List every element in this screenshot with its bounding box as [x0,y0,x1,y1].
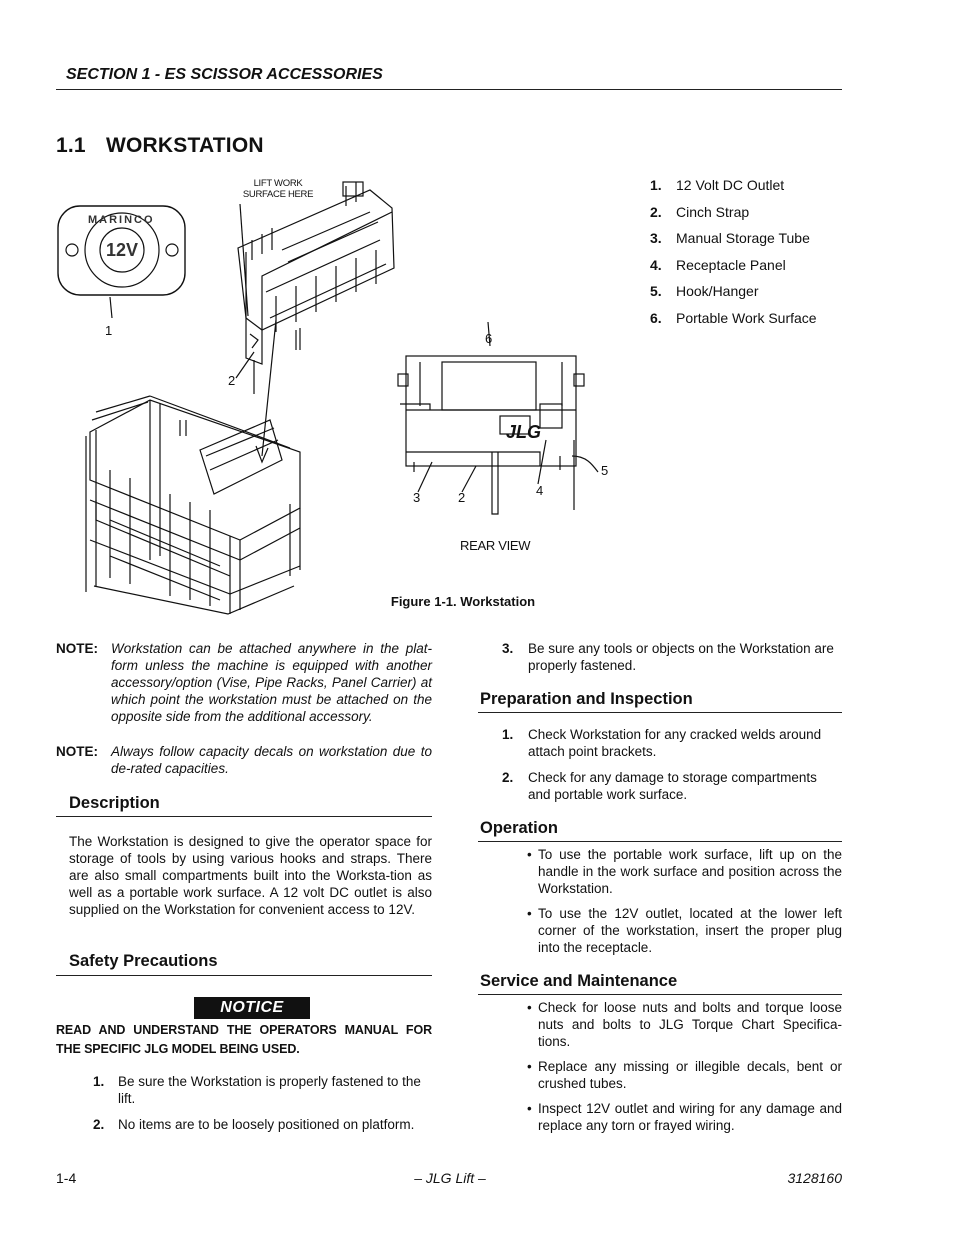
note-tag: NOTE: [56,641,98,656]
safety-step-1: 1. Be sure the Workstation is properly fastened to the lift. [93,1074,421,1106]
footer-doc-number: 3128160 [787,1170,842,1186]
lift-label-line2: SURFACE HERE [242,189,314,200]
operation-bullet-2: • To use the 12V outlet, located at the lower left corner of the workstation, insert the proper plug into the receptacle. [527,906,842,955]
outlet-brand: MARINCO [88,214,155,226]
bullet-dot: • [527,906,532,921]
prep-step-1: 1. Check Workstation for any cracked welds around attach point brackets. [502,727,822,759]
safety-heading: Safety Precautions [69,952,218,970]
legend-item: 3. Manual Storage Tube [650,230,810,246]
outlet-voltage: 12V [106,240,139,260]
title-text: WORKSTATION [106,134,264,157]
service-bullet-2: • Replace any missing or illegible decals, bent or crushed tubes. [527,1059,842,1091]
callout-2-rear: 2 [458,490,466,505]
section-header: SECTION 1 - ES SCISSOR ACCESSORIES [66,66,383,83]
lift-label [230,178,326,200]
legend-item: 5. Hook/Hanger [650,283,759,299]
footer-center: – JLG Lift – [414,1170,486,1186]
notice-text: READ AND UNDERSTAND THE OPERATORS MANUAL FOR THE SPECIFIC JLG MODEL BEING USED. [56,1023,432,1056]
mount-arrow-line [262,320,276,456]
safety-step-2: 2. No items are to be loosely positioned on platform. [93,1117,415,1132]
rear-logo: JLG [506,422,542,442]
safety-step-3: 3. Be sure any tools or objects on the Workstation are properly fastened. [502,641,834,673]
outlet-screw-right [166,244,178,256]
note-1 [56,640,432,725]
footer-page-number: 1-4 [56,1170,77,1186]
prep-heading: Preparation and Inspection [480,690,693,708]
service-rule [478,994,842,995]
rear-view-label: REAR VIEW [460,538,531,553]
service-bullet-3: • Inspect 12V outlet and wiring for any damage and replace any torn or frayed wiring. [527,1101,842,1133]
title-number: 1.1 [56,134,86,157]
note-body: Always follow capacity decals on workstation due to de-rated capacities. [111,744,432,776]
platform-drawing [86,396,300,614]
callout-3: 3 [413,490,421,505]
operation-heading: Operation [480,819,558,837]
rear-view-drawing [398,322,598,514]
prep-step-2: 2. Check for any damage to storage compartments and portable work surface. [502,770,817,802]
operation-rule [478,841,842,842]
notice-badge: NOTICE [194,997,310,1019]
figure-caption: Figure 1-1. Workstation [390,594,536,609]
safety-rule [56,975,432,976]
legend-item: 1. 12 Volt DC Outlet [650,177,785,193]
note-2 [56,743,432,777]
callout-6: 6 [485,331,493,346]
description-text: The Workstation is designed to give the operator space for storage of tools by using various hooks and straps. There are also small compartments built into the Worksta-tion as well as a portable work surface. A 12 volt DC outlet is also supplied on the Workstation for convenient access to 12V. [69,834,432,917]
callout-5: 5 [601,463,609,478]
figure-legend [650,177,817,336]
note-tag: NOTE: [56,744,98,759]
bullet-dot: • [527,847,532,862]
callout-2-left: 2 [228,373,236,388]
leader-1 [110,297,112,318]
lift-label-line1: LIFT WORK [253,178,303,189]
callout-1: 1 [105,323,113,338]
bullet-dot: • [527,1000,532,1015]
note-body: Workstation can be attached anywhere in the plat-form unless the machine is equipped with another accessory/option (Vise, Pipe Racks, Panel Carrier) at which point the workstation must be attached on the opposite side from the additional accessory. [111,641,432,724]
outlet-screw-left [66,244,78,256]
legend-item: 6. Portable Work Surface [650,309,817,326]
callout-4: 4 [536,483,544,498]
legend-item: 4. Receptacle Panel [650,256,786,273]
description-rule [56,816,432,817]
bullet-dot: • [527,1059,532,1074]
service-heading: Service and Maintenance [480,972,678,990]
workstation-box [238,182,394,394]
leader-2 [236,352,254,378]
prep-rule [478,712,842,713]
service-bullet-1: • Check for loose nuts and bolts and torque loose nuts and bolts to JLG Torque Chart Specifica-tions. [527,1000,842,1049]
description-heading: Description [69,794,160,812]
operation-bullet-1: • To use the portable work surface, lift up on the handle in the work surface and position across the Workstation. [527,847,842,896]
legend-item: 2. Cinch Strap [650,203,750,220]
bullet-dot: • [527,1101,532,1116]
